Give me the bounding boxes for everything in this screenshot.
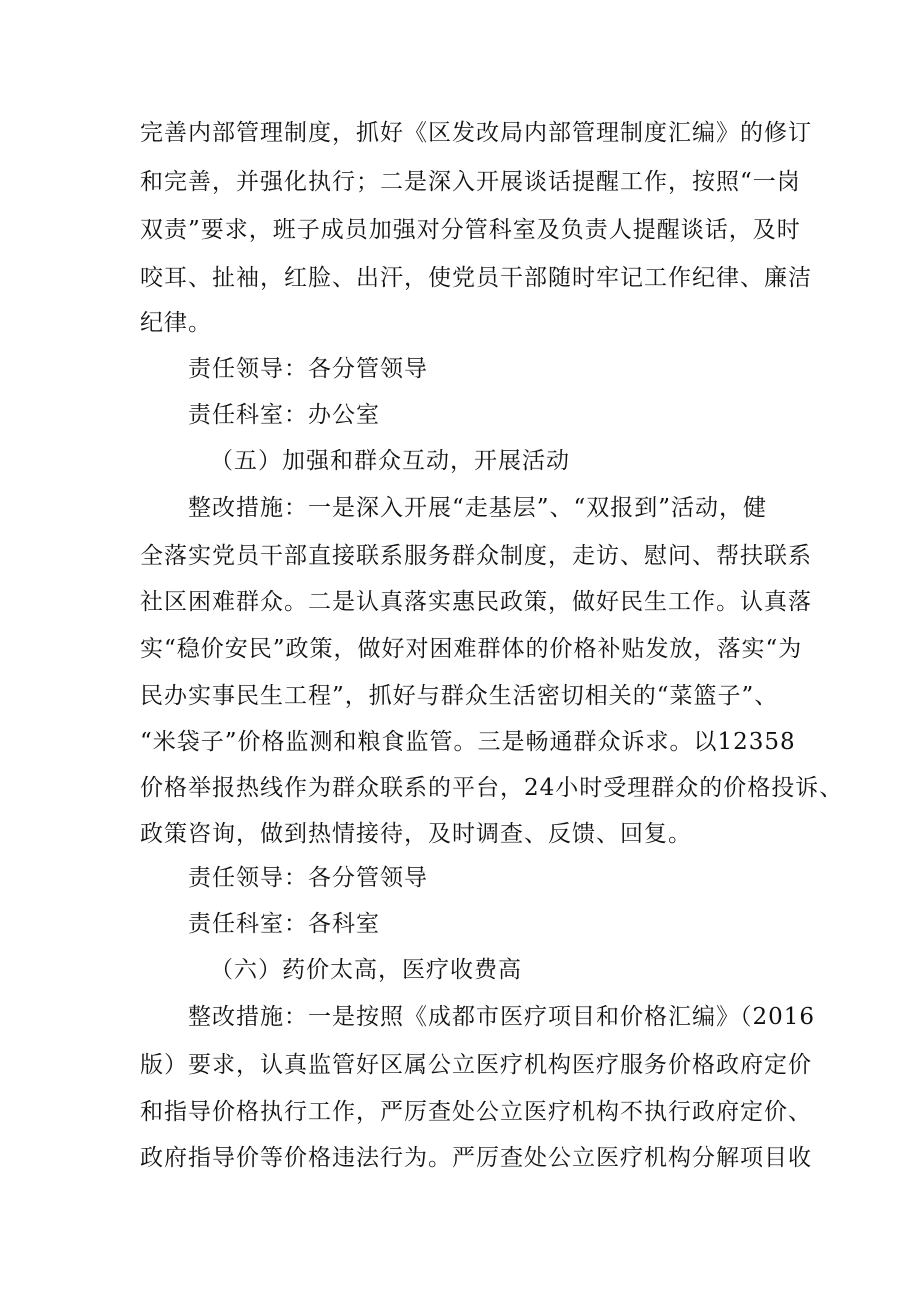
responsible-leader-line: 责任领导：各分管领导 bbox=[188, 356, 428, 382]
body-text-line: 和完善，并强化执行；二是深入开展谈话提醒工作，按照“一岗 bbox=[140, 169, 801, 195]
body-text-line: 实“稳价安民”政策，做好对困难群体的价格补贴发放，落实“为 bbox=[140, 636, 803, 662]
body-text-line: 全落实党员干部直接联系服务群众制度，走访、慰问、帮扶联系 bbox=[140, 543, 812, 569]
body-text-line: 民办实事民生工程”，抓好与群众生活密切相关的“菜篮子”、 bbox=[140, 683, 779, 709]
body-text-line: 社区困难群众。二是认真落实惠民政策，做好民生工作。认真落 bbox=[140, 589, 812, 615]
responsible-leader-line: 责任领导：各分管领导 bbox=[188, 865, 428, 891]
body-text-line: 双责”要求，班子成员加强对分管科室及负责人提醒谈话，及时 bbox=[140, 217, 801, 243]
measures-paragraph-start: 整改措施：一是按照《成都市医疗项目和价格汇编》（2016 bbox=[188, 1004, 816, 1030]
body-text-line: “米袋子”价格监测和粮食监管。三是畅通群众诉求。以12358 bbox=[140, 729, 796, 755]
measures-paragraph-start: 整改措施：一是深入开展“走基层”、“双报到”活动，健 bbox=[188, 495, 768, 521]
body-text-line: 纪律。 bbox=[140, 310, 212, 336]
body-text-line: 价格举报热线作为群众联系的平台，24小时受理群众的价格投诉、 bbox=[140, 775, 844, 801]
body-text-line: 政府指导价等价格违法行为。严厉查处公立医疗机构分解项目收 bbox=[140, 1145, 812, 1171]
body-text-line: 完善内部管理制度，抓好《区发改局内部管理制度汇编》的修订 bbox=[140, 120, 812, 146]
body-text-line: 政策咨询，做到热情接待，及时调查、反馈、回复。 bbox=[140, 821, 692, 847]
body-text-line: 和指导价格执行工作，严厉查处公立医疗机构不执行政府定价、 bbox=[140, 1099, 812, 1125]
responsible-office-line: 责任科室：各科室 bbox=[188, 911, 380, 937]
section-heading: （六）药价太高，医疗收费高 bbox=[210, 957, 522, 983]
body-text-line: 版）要求，认真监管好区属公立医疗机构医疗服务价格政府定价 bbox=[140, 1052, 812, 1078]
responsible-office-line: 责任科室：办公室 bbox=[188, 402, 380, 428]
section-heading: （五）加强和群众互动，开展活动 bbox=[210, 448, 570, 474]
body-text-line: 咬耳、扯袖，红脸、出汗，使党员干部随时牢记工作纪律、廉洁 bbox=[140, 265, 812, 291]
